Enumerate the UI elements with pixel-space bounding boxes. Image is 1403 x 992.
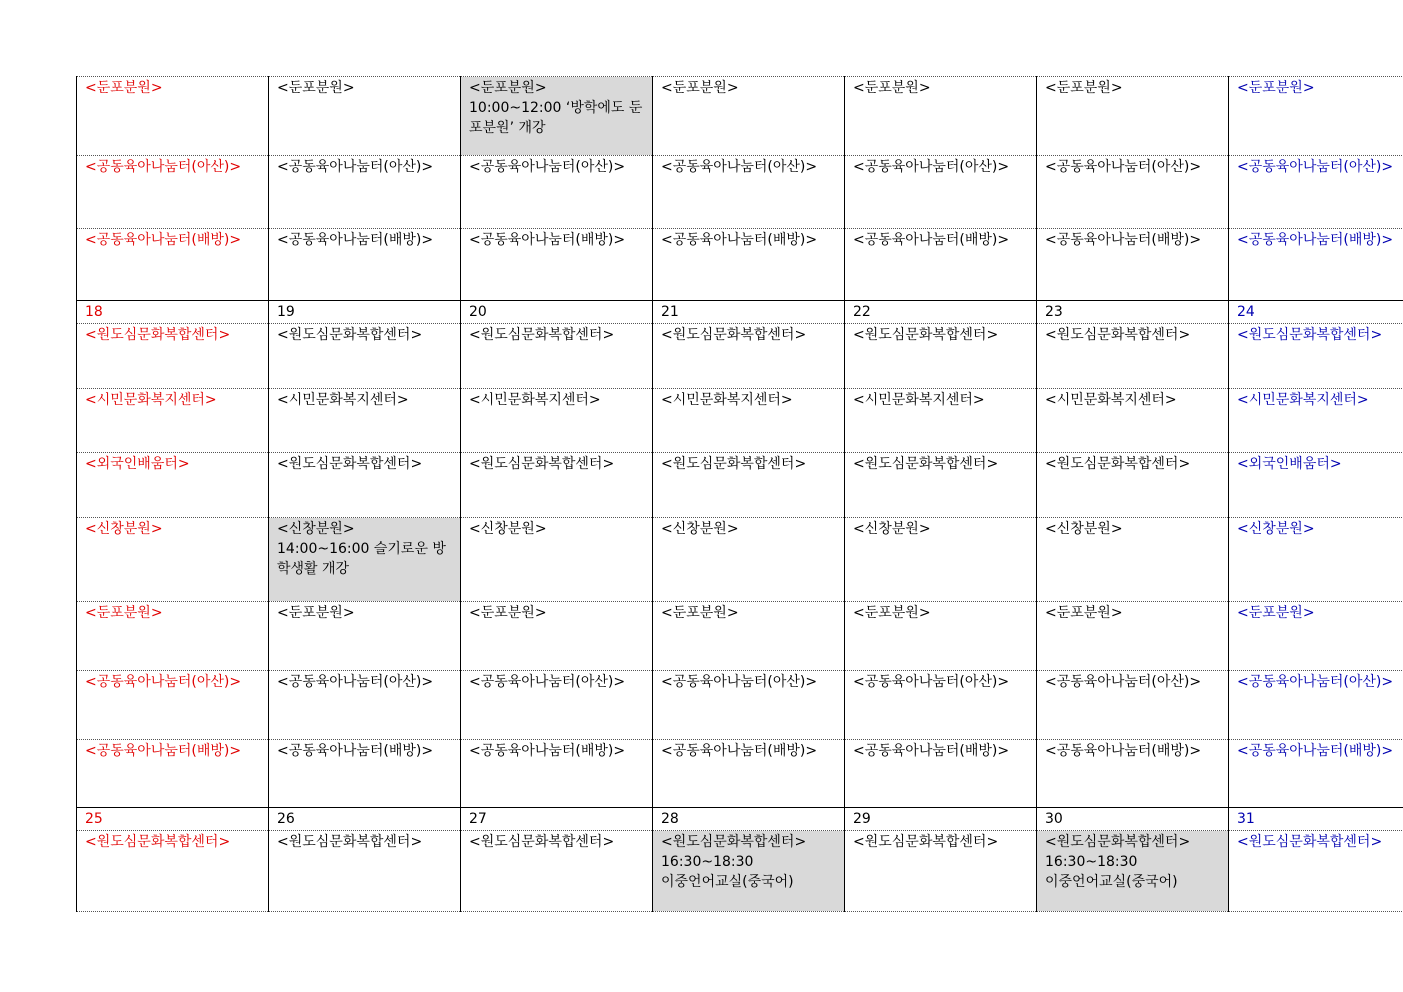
center-name: <외국인배움터> [1237,456,1342,472]
center-name: <공동육아나눔터(아산)> [853,159,1010,175]
event-cell [461,740,653,808]
center-name: <공동육아나눔터(배방)> [277,743,434,759]
center-name: <원도심문화복합센터> [1045,834,1191,850]
center-name: <외국인배움터> [85,456,190,472]
center-name: <원도심문화복합센터> [469,327,615,343]
event-cell [269,831,461,912]
date-number: 20 [461,301,653,324]
center-name: <공동육아나눔터(배방)> [1237,743,1394,759]
center-name: <둔포분원> [1045,605,1123,621]
center-name: <원도심문화복합센터> [277,456,423,472]
event-row [77,831,1403,912]
center-name: <원도심문화복합센터> [661,456,807,472]
date-number: 22 [845,301,1037,324]
event-cell [1037,518,1229,602]
event-cell [845,156,1037,229]
event-cell-highlighted [653,831,845,912]
event-note: 14:00~16:00 슬기로운 방학생활 개강 [277,541,446,577]
event-cell [1037,671,1229,740]
center-name: <공동육아나눔터(아산)> [277,674,434,690]
event-cell [461,156,653,229]
center-name: <원도심문화복합센터> [85,327,231,343]
center-name: <공동육아나눔터(아산)> [1237,159,1394,175]
date-row [77,808,1403,831]
event-note: 10:00~12:00 ‘방학에도 둔포분원’ 개강 [469,100,643,136]
event-note: 이중언어교실(중국어) [661,874,794,890]
date-number: 31 [1229,808,1403,831]
date-number: 28 [653,808,845,831]
event-cell [1229,740,1403,808]
center-name: <신창분원> [853,521,931,537]
center-name: <시민문화복지센터> [85,392,217,408]
event-cell-highlighted [461,77,653,156]
event-cell [77,156,269,229]
event-row [77,740,1403,808]
date-number: 30 [1037,808,1229,831]
center-name: <둔포분원> [1045,80,1123,96]
event-cell [461,602,653,671]
event-cell [1037,389,1229,453]
event-cell [77,671,269,740]
center-name: <공동육아나눔터(배방)> [661,743,818,759]
center-name: <공동육아나눔터(배방)> [85,743,242,759]
date-number: 23 [1037,301,1229,324]
event-cell [845,602,1037,671]
event-cell [845,671,1037,740]
event-row [77,453,1403,518]
center-name: <원도심문화복합센터> [1045,327,1191,343]
event-cell [77,77,269,156]
event-cell [77,229,269,301]
event-note: 이중언어교실(중국어) [1045,874,1178,890]
center-name: <신창분원> [661,521,739,537]
center-name: <원도심문화복합센터> [1237,327,1383,343]
center-name: <공동육아나눔터(아산)> [1237,674,1394,690]
event-cell [845,740,1037,808]
center-name: <공동육아나눔터(아산)> [661,674,818,690]
event-row [77,671,1403,740]
event-cell [653,518,845,602]
event-cell [269,389,461,453]
event-cell [77,453,269,518]
center-name: <원도심문화복합센터> [469,456,615,472]
center-name: <신창분원> [277,521,355,537]
event-cell [1229,671,1403,740]
center-name: <둔포분원> [469,605,547,621]
event-cell [1037,740,1229,808]
event-cell [1229,453,1403,518]
event-cell [845,389,1037,453]
date-number: 19 [269,301,461,324]
center-name: <시민문화복지센터> [469,392,601,408]
event-cell [1037,453,1229,518]
event-cell [461,389,653,453]
event-cell [269,77,461,156]
center-name: <시민문화복지센터> [1237,392,1369,408]
event-cell [653,453,845,518]
schedule-calendar [76,76,1403,912]
center-name: <공동육아나눔터(배방)> [661,232,818,248]
event-cell [1037,229,1229,301]
center-name: <원도심문화복합센터> [85,834,231,850]
center-name: <둔포분원> [277,80,355,96]
center-name: <공동육아나눔터(배방)> [853,743,1010,759]
event-cell [461,518,653,602]
event-time: 16:30~18:30 [1045,854,1138,870]
center-name: <공동육아나눔터(아산)> [1045,674,1202,690]
center-name: <공동육아나눔터(배방)> [469,232,626,248]
event-cell [461,831,653,912]
center-name: <원도심문화복합센터> [1237,834,1383,850]
event-cell [845,518,1037,602]
event-cell [1229,324,1403,389]
event-cell [845,453,1037,518]
event-cell [653,77,845,156]
center-name: <공동육아나눔터(배방)> [469,743,626,759]
event-cell [77,324,269,389]
center-name: <공동육아나눔터(아산)> [277,159,434,175]
center-name: <공동육아나눔터(배방)> [277,232,434,248]
event-cell [1037,324,1229,389]
center-name: <둔포분원> [1237,80,1315,96]
event-row [77,389,1403,453]
event-cell [653,671,845,740]
date-number: 18 [77,301,269,324]
center-name: <신창분원> [85,521,163,537]
center-name: <원도심문화복합센터> [277,834,423,850]
event-cell [653,389,845,453]
event-cell [1037,77,1229,156]
center-name: <공동육아나눔터(아산)> [1045,159,1202,175]
event-cell [461,671,653,740]
event-cell [1037,602,1229,671]
event-cell [845,229,1037,301]
event-cell [653,324,845,389]
center-name: <둔포분원> [661,80,739,96]
event-cell [269,602,461,671]
center-name: <원도심문화복합센터> [661,834,807,850]
center-name: <시민문화복지센터> [853,392,985,408]
event-cell [269,324,461,389]
center-name: <둔포분원> [661,605,739,621]
date-row [77,301,1403,324]
event-cell [653,229,845,301]
event-cell-highlighted [269,518,461,602]
center-name: <둔포분원> [85,80,163,96]
event-row [77,518,1403,602]
event-cell [77,518,269,602]
date-number: 27 [461,808,653,831]
center-name: <신창분원> [469,521,547,537]
event-cell [845,831,1037,912]
calendar-body [77,77,1403,912]
date-number: 25 [77,808,269,831]
date-number: 26 [269,808,461,831]
center-name: <둔포분원> [469,80,547,96]
center-name: <공동육아나눔터(아산)> [661,159,818,175]
center-name: <둔포분원> [277,605,355,621]
center-name: <원도심문화복합센터> [853,327,999,343]
event-cell-highlighted [1037,831,1229,912]
center-name: <둔포분원> [85,605,163,621]
center-name: <공동육아나눔터(배방)> [1045,743,1202,759]
center-name: <공동육아나눔터(배방)> [85,232,242,248]
event-cell [77,602,269,671]
date-number: 24 [1229,301,1403,324]
center-name: <원도심문화복합센터> [1045,456,1191,472]
center-name: <시민문화복지센터> [1045,392,1177,408]
event-cell [461,453,653,518]
event-cell [269,229,461,301]
event-cell [653,156,845,229]
event-cell [653,602,845,671]
event-cell [1229,77,1403,156]
event-cell [1229,518,1403,602]
event-cell [1229,156,1403,229]
event-cell [269,453,461,518]
center-name: <시민문화복지센터> [277,392,409,408]
center-name: <공동육아나눔터(아산)> [469,674,626,690]
event-row [77,229,1403,301]
center-name: <공동육아나눔터(아산)> [85,159,242,175]
event-cell [653,740,845,808]
center-name: <원도심문화복합센터> [853,456,999,472]
event-cell [1229,831,1403,912]
event-cell [845,324,1037,389]
center-name: <원도심문화복합센터> [469,834,615,850]
event-cell [269,156,461,229]
event-cell [461,229,653,301]
event-time: 16:30~18:30 [661,854,754,870]
center-name: <원도심문화복합센터> [277,327,423,343]
date-number: 29 [845,808,1037,831]
center-name: <공동육아나눔터(아산)> [85,674,242,690]
center-name: <시민문화복지센터> [661,392,793,408]
event-cell [77,831,269,912]
event-cell [1229,602,1403,671]
center-name: <둔포분원> [853,80,931,96]
event-row [77,324,1403,389]
center-name: <둔포분원> [1237,605,1315,621]
event-cell [269,740,461,808]
event-cell [845,77,1037,156]
center-name: <원도심문화복합센터> [853,834,999,850]
event-cell [1229,229,1403,301]
center-name: <둔포분원> [853,605,931,621]
date-number: 21 [653,301,845,324]
center-name: <공동육아나눔터(아산)> [469,159,626,175]
center-name: <신창분원> [1237,521,1315,537]
center-name: <신창분원> [1045,521,1123,537]
center-name: <공동육아나눔터(배방)> [1045,232,1202,248]
event-cell [1229,389,1403,453]
event-row [77,77,1403,156]
event-cell [77,389,269,453]
center-name: <원도심문화복합센터> [661,327,807,343]
center-name: <공동육아나눔터(배방)> [1237,232,1394,248]
center-name: <공동육아나눔터(아산)> [853,674,1010,690]
event-cell [1037,156,1229,229]
center-name: <공동육아나눔터(배방)> [853,232,1010,248]
event-row [77,602,1403,671]
event-cell [77,740,269,808]
event-cell [269,671,461,740]
event-row [77,156,1403,229]
event-cell [461,324,653,389]
